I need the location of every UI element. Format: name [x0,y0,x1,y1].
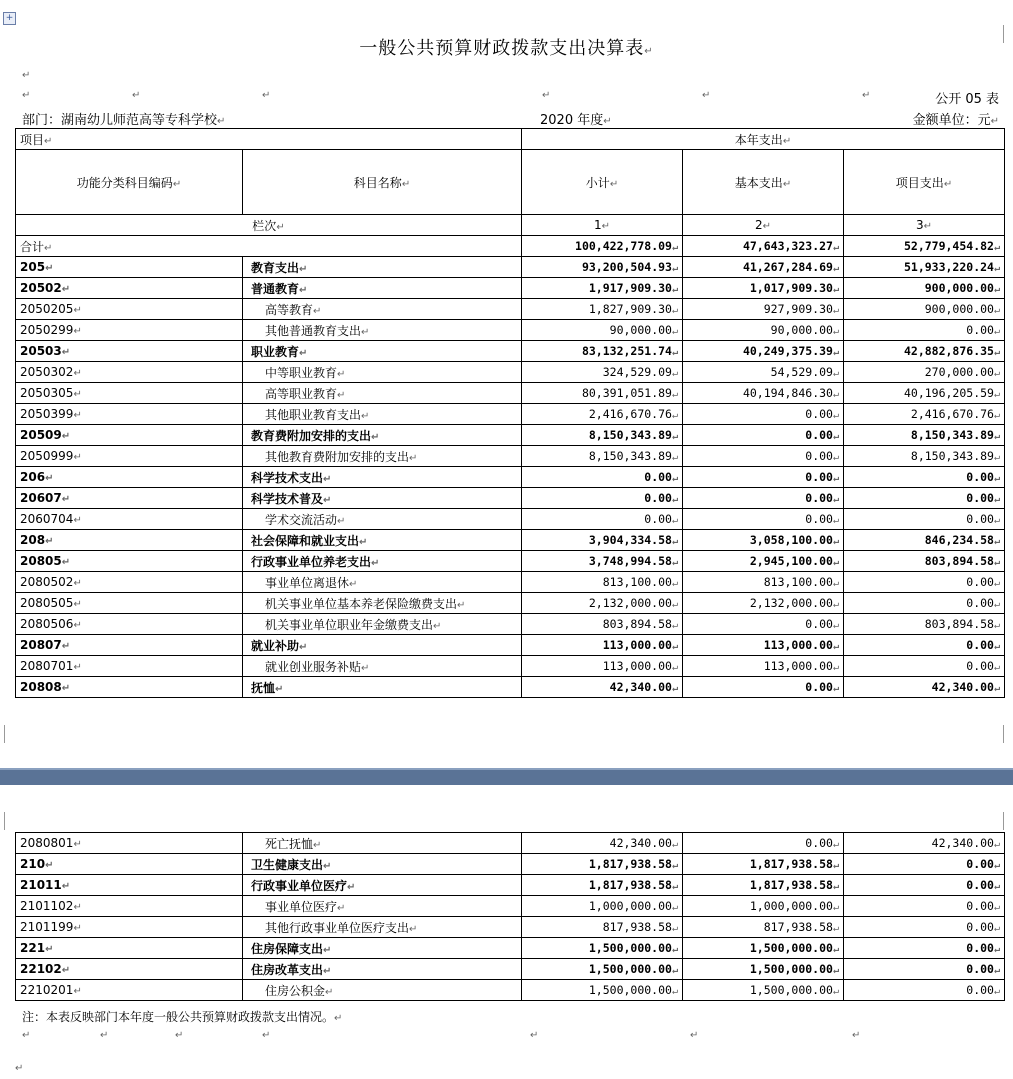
row-code: 20808↵ [16,677,243,698]
row-project: 2,416,670.76↵ [844,404,1005,425]
table-row [16,833,1005,854]
row-subtotal: 1,817,938.58↵ [522,854,683,875]
paragraph-mark-icon: ↵ [175,1030,184,1041]
row-name: 高等职业教育↵ [243,383,522,404]
row-code: 20607↵ [16,488,243,509]
row-name: 其他职业教育支出↵ [243,404,522,425]
paragraph-mark-icon: ↵ [530,1030,539,1041]
col-index-3: 3↵ [844,215,1005,236]
row-project: 0.00↵ [844,509,1005,530]
row-name: 事业单位离退休↵ [243,572,522,593]
row-subtotal: 0.00↵ [522,488,683,509]
row-name: 教育费附加安排的支出↵ [243,425,522,446]
table-row [16,320,1005,341]
row-project: 0.00↵ [844,917,1005,938]
row-subtotal: 42,340.00↵ [522,677,683,698]
row-code: 2050399↵ [16,404,243,425]
row-subtotal: 1,827,909.30↵ [522,299,683,320]
basic-header: 基本支出↵ [683,150,844,215]
row-code: 22102↵ [16,959,243,980]
row-code: 2050205↵ [16,299,243,320]
row-project: 42,882,876.35↵ [844,341,1005,362]
col-index-2: 2↵ [683,215,844,236]
table-row [16,917,1005,938]
table-row [16,257,1005,278]
row-subtotal: 817,938.58↵ [522,917,683,938]
row-basic: 113,000.00↵ [683,656,844,677]
total-basic: 47,643,323.27↵ [683,236,844,257]
paragraph-mark-icon: ↵ [262,1030,271,1041]
row-name: 其他普通教育支出↵ [243,320,522,341]
row-code: 210↵ [16,854,243,875]
row-project: 0.00↵ [844,896,1005,917]
row-project: 0.00↵ [844,959,1005,980]
row-code: 221↵ [16,938,243,959]
table-row [16,938,1005,959]
row-code: 2050299↵ [16,320,243,341]
row-basic: 0.00↵ [683,446,844,467]
row-project: 0.00↵ [844,320,1005,341]
row-code: 20502↵ [16,278,243,299]
row-basic: 1,500,000.00↵ [683,938,844,959]
table-row [16,383,1005,404]
row-project: 0.00↵ [844,635,1005,656]
row-project: 270,000.00↵ [844,362,1005,383]
subject-name-header: 科目名称↵ [243,150,522,215]
row-name: 中等职业教育↵ [243,362,522,383]
row-project: 0.00↵ [844,854,1005,875]
paragraph-mark-icon: ↵ [862,90,871,101]
subtotal-header: 小计↵ [522,150,683,215]
paragraph-mark-icon: ↵ [542,90,551,101]
row-name: 事业单位医疗↵ [243,896,522,917]
header-row [16,129,1005,150]
total-label: 合计↵ [16,236,522,257]
row-subtotal: 80,391,051.89↵ [522,383,683,404]
row-name: 科学技术普及↵ [243,488,522,509]
page-corner-mark [1003,725,1013,743]
row-project: 8,150,343.89↵ [844,425,1005,446]
row-basic: 40,194,846.30↵ [683,383,844,404]
paragraph-mark-icon: ↵ [132,90,141,101]
row-subtotal: 1,817,938.58↵ [522,875,683,896]
row-name: 高等教育↵ [243,299,522,320]
row-project: 0.00↵ [844,593,1005,614]
table-row [16,635,1005,656]
row-name: 职业教育↵ [243,341,522,362]
row-code: 2080701↵ [16,656,243,677]
table-row [16,959,1005,980]
table-row [16,509,1005,530]
page-title: 一般公共预算财政拨款支出决算表↵ [359,38,654,59]
paragraph-mark-icon: ↵ [15,1063,24,1074]
row-basic: 0.00↵ [683,677,844,698]
row-name: 行政事业单位养老支出↵ [243,551,522,572]
row-name: 卫生健康支出↵ [243,854,522,875]
table-row [16,551,1005,572]
row-subtotal: 0.00↵ [522,467,683,488]
row-project: 51,933,220.24↵ [844,257,1005,278]
row-name: 行政事业单位医疗↵ [243,875,522,896]
row-project: 0.00↵ [844,572,1005,593]
row-code: 20503↵ [16,341,243,362]
row-project: 0.00↵ [844,980,1005,1001]
row-code: 205↵ [16,257,243,278]
row-code: 2080801↵ [16,833,243,854]
department-label: 部门：湖南幼儿师范高等专科学校↵ [22,113,226,128]
row-name: 住房改革支出↵ [243,959,522,980]
row-code: 20805↵ [16,551,243,572]
row-project: 900,000.00↵ [844,299,1005,320]
table-row [16,614,1005,635]
row-code: 2050302↵ [16,362,243,383]
current-year-header: 本年支出↵ [522,129,1005,150]
row-subtotal: 3,748,994.58↵ [522,551,683,572]
column-index-row [16,215,1005,236]
paragraph-mark-icon: ↵ [22,90,31,101]
row-basic: 1,817,938.58↵ [683,875,844,896]
row-code: 2060704↵ [16,509,243,530]
row-subtotal: 90,000.00↵ [522,320,683,341]
expenditure-table-page2 [15,832,1005,1001]
row-subtotal: 113,000.00↵ [522,635,683,656]
row-subtotal: 3,904,334.58↵ [522,530,683,551]
row-basic: 927,909.30↵ [683,299,844,320]
row-project: 40,196,205.59↵ [844,383,1005,404]
column-header-row [16,150,1005,215]
row-subtotal: 83,132,251.74↵ [522,341,683,362]
paragraph-mark-icon: ↵ [702,90,711,101]
row-basic: 2,132,000.00↵ [683,593,844,614]
row-project: 900,000.00↵ [844,278,1005,299]
row-subtotal: 2,132,000.00↵ [522,593,683,614]
row-name: 住房保障支出↵ [243,938,522,959]
row-basic: 1,000,000.00↵ [683,896,844,917]
row-basic: 0.00↵ [683,404,844,425]
page-gap [0,770,1013,785]
row-basic: 813,100.00↵ [683,572,844,593]
table-row [16,656,1005,677]
row-code: 2210201↵ [16,980,243,1001]
table-row [16,404,1005,425]
row-name: 教育支出↵ [243,257,522,278]
total-row [16,236,1005,257]
amount-unit: 金额单位：元↵ [912,113,999,128]
table-row [16,278,1005,299]
row-basic: 0.00↵ [683,833,844,854]
page-corner-mark [4,812,15,830]
row-subtotal: 0.00↵ [522,509,683,530]
row-project: 0.00↵ [844,488,1005,509]
table-move-handle-icon[interactable]: + [3,12,16,25]
table-row [16,593,1005,614]
paragraph-mark-icon: ↵ [262,90,271,101]
row-name: 死亡抚恤↵ [243,833,522,854]
row-subtotal: 42,340.00↵ [522,833,683,854]
row-subtotal: 2,416,670.76↵ [522,404,683,425]
paragraph-mark-icon: ↵ [100,1030,109,1041]
row-name: 普通教育↵ [243,278,522,299]
row-name: 其他教育费附加安排的支出↵ [243,446,522,467]
row-basic: 1,500,000.00↵ [683,959,844,980]
row-name: 科学技术支出↵ [243,467,522,488]
row-code: 21011↵ [16,875,243,896]
table-row [16,875,1005,896]
row-code: 20509↵ [16,425,243,446]
row-name: 其他行政事业单位医疗支出↵ [243,917,522,938]
row-subtotal: 1,500,000.00↵ [522,959,683,980]
table-row [16,896,1005,917]
row-subtotal: 113,000.00↵ [522,656,683,677]
table-row [16,854,1005,875]
row-basic: 90,000.00↵ [683,320,844,341]
paragraph-mark-icon: ↵ [690,1030,699,1041]
total-subtotal: 100,422,778.09↵ [522,236,683,257]
row-code: 2080506↵ [16,614,243,635]
row-project: 803,894.58↵ [844,551,1005,572]
row-basic: 0.00↵ [683,509,844,530]
row-name: 社会保障和就业支出↵ [243,530,522,551]
row-code: 2101199↵ [16,917,243,938]
table-row [16,530,1005,551]
row-basic: 1,817,938.58↵ [683,854,844,875]
paragraph-mark-icon: ↵ [22,70,31,81]
table-row [16,425,1005,446]
row-name: 抚恤↵ [243,677,522,698]
table-row [16,362,1005,383]
paragraph-mark-icon: ↵ [852,1030,861,1041]
row-code: 208↵ [16,530,243,551]
table-row [16,467,1005,488]
row-subtotal: 1,917,909.30↵ [522,278,683,299]
row-subtotal: 93,200,504.93↵ [522,257,683,278]
paragraph-mark-icon: ↵ [22,1030,31,1041]
total-project: 52,779,454.82↵ [844,236,1005,257]
table-row [16,341,1005,362]
row-basic: 0.00↵ [683,488,844,509]
row-subtotal: 1,500,000.00↵ [522,980,683,1001]
row-project: 0.00↵ [844,938,1005,959]
row-name: 机关事业单位职业年金缴费支出↵ [243,614,522,635]
row-name: 住房公积金↵ [243,980,522,1001]
row-code: 2080502↵ [16,572,243,593]
row-subtotal: 813,100.00↵ [522,572,683,593]
row-code: 20807↵ [16,635,243,656]
table-row [16,572,1005,593]
row-subtotal: 803,894.58↵ [522,614,683,635]
row-basic: 2,945,100.00↵ [683,551,844,572]
row-name: 就业创业服务补贴↵ [243,656,522,677]
column-index-label: 栏次↵ [16,215,522,236]
table-note: 注：本表反映部门本年度一般公共预算财政拨款支出情况。↵ [22,1010,343,1024]
row-basic: 0.00↵ [683,425,844,446]
row-basic: 41,267,284.69↵ [683,257,844,278]
table-row [16,488,1005,509]
row-basic: 54,529.09↵ [683,362,844,383]
row-subtotal: 1,500,000.00↵ [522,938,683,959]
table-row [16,980,1005,1001]
row-project: 803,894.58↵ [844,614,1005,635]
row-basic: 817,938.58↵ [683,917,844,938]
row-name: 机关事业单位基本养老保险缴费支出↵ [243,593,522,614]
row-code: 2050305↵ [16,383,243,404]
fiscal-year: 2020 年度↵ [540,113,612,128]
row-basic: 1,017,909.30↵ [683,278,844,299]
table-row [16,677,1005,698]
row-subtotal: 8,150,343.89↵ [522,446,683,467]
row-name: 就业补助↵ [243,635,522,656]
row-project: 0.00↵ [844,875,1005,896]
table-row [16,446,1005,467]
page-corner-mark [4,725,15,743]
row-basic: 40,249,375.39↵ [683,341,844,362]
form-number: 公开 05 表 [935,92,999,107]
row-code: 2080505↵ [16,593,243,614]
row-basic: 3,058,100.00↵ [683,530,844,551]
row-project: 846,234.58↵ [844,530,1005,551]
row-subtotal: 1,000,000.00↵ [522,896,683,917]
col-index-1: 1↵ [522,215,683,236]
func-code-header: 功能分类科目编码↵ [16,150,243,215]
row-basic: 113,000.00↵ [683,635,844,656]
page-corner-mark [1003,812,1013,830]
item-header: 项目↵ [16,129,522,150]
row-subtotal: 8,150,343.89↵ [522,425,683,446]
row-project: 42,340.00↵ [844,833,1005,854]
row-basic: 0.00↵ [683,467,844,488]
row-code: 206↵ [16,467,243,488]
row-project: 0.00↵ [844,656,1005,677]
row-project: 42,340.00↵ [844,677,1005,698]
table-row [16,299,1005,320]
row-project: 0.00↵ [844,467,1005,488]
row-basic: 0.00↵ [683,614,844,635]
project-header: 项目支出↵ [844,150,1005,215]
row-code: 2101102↵ [16,896,243,917]
row-name: 学术交流活动↵ [243,509,522,530]
row-code: 2050999↵ [16,446,243,467]
expenditure-table-page1 [15,128,1005,698]
row-subtotal: 324,529.09↵ [522,362,683,383]
row-basic: 1,500,000.00↵ [683,980,844,1001]
row-project: 8,150,343.89↵ [844,446,1005,467]
